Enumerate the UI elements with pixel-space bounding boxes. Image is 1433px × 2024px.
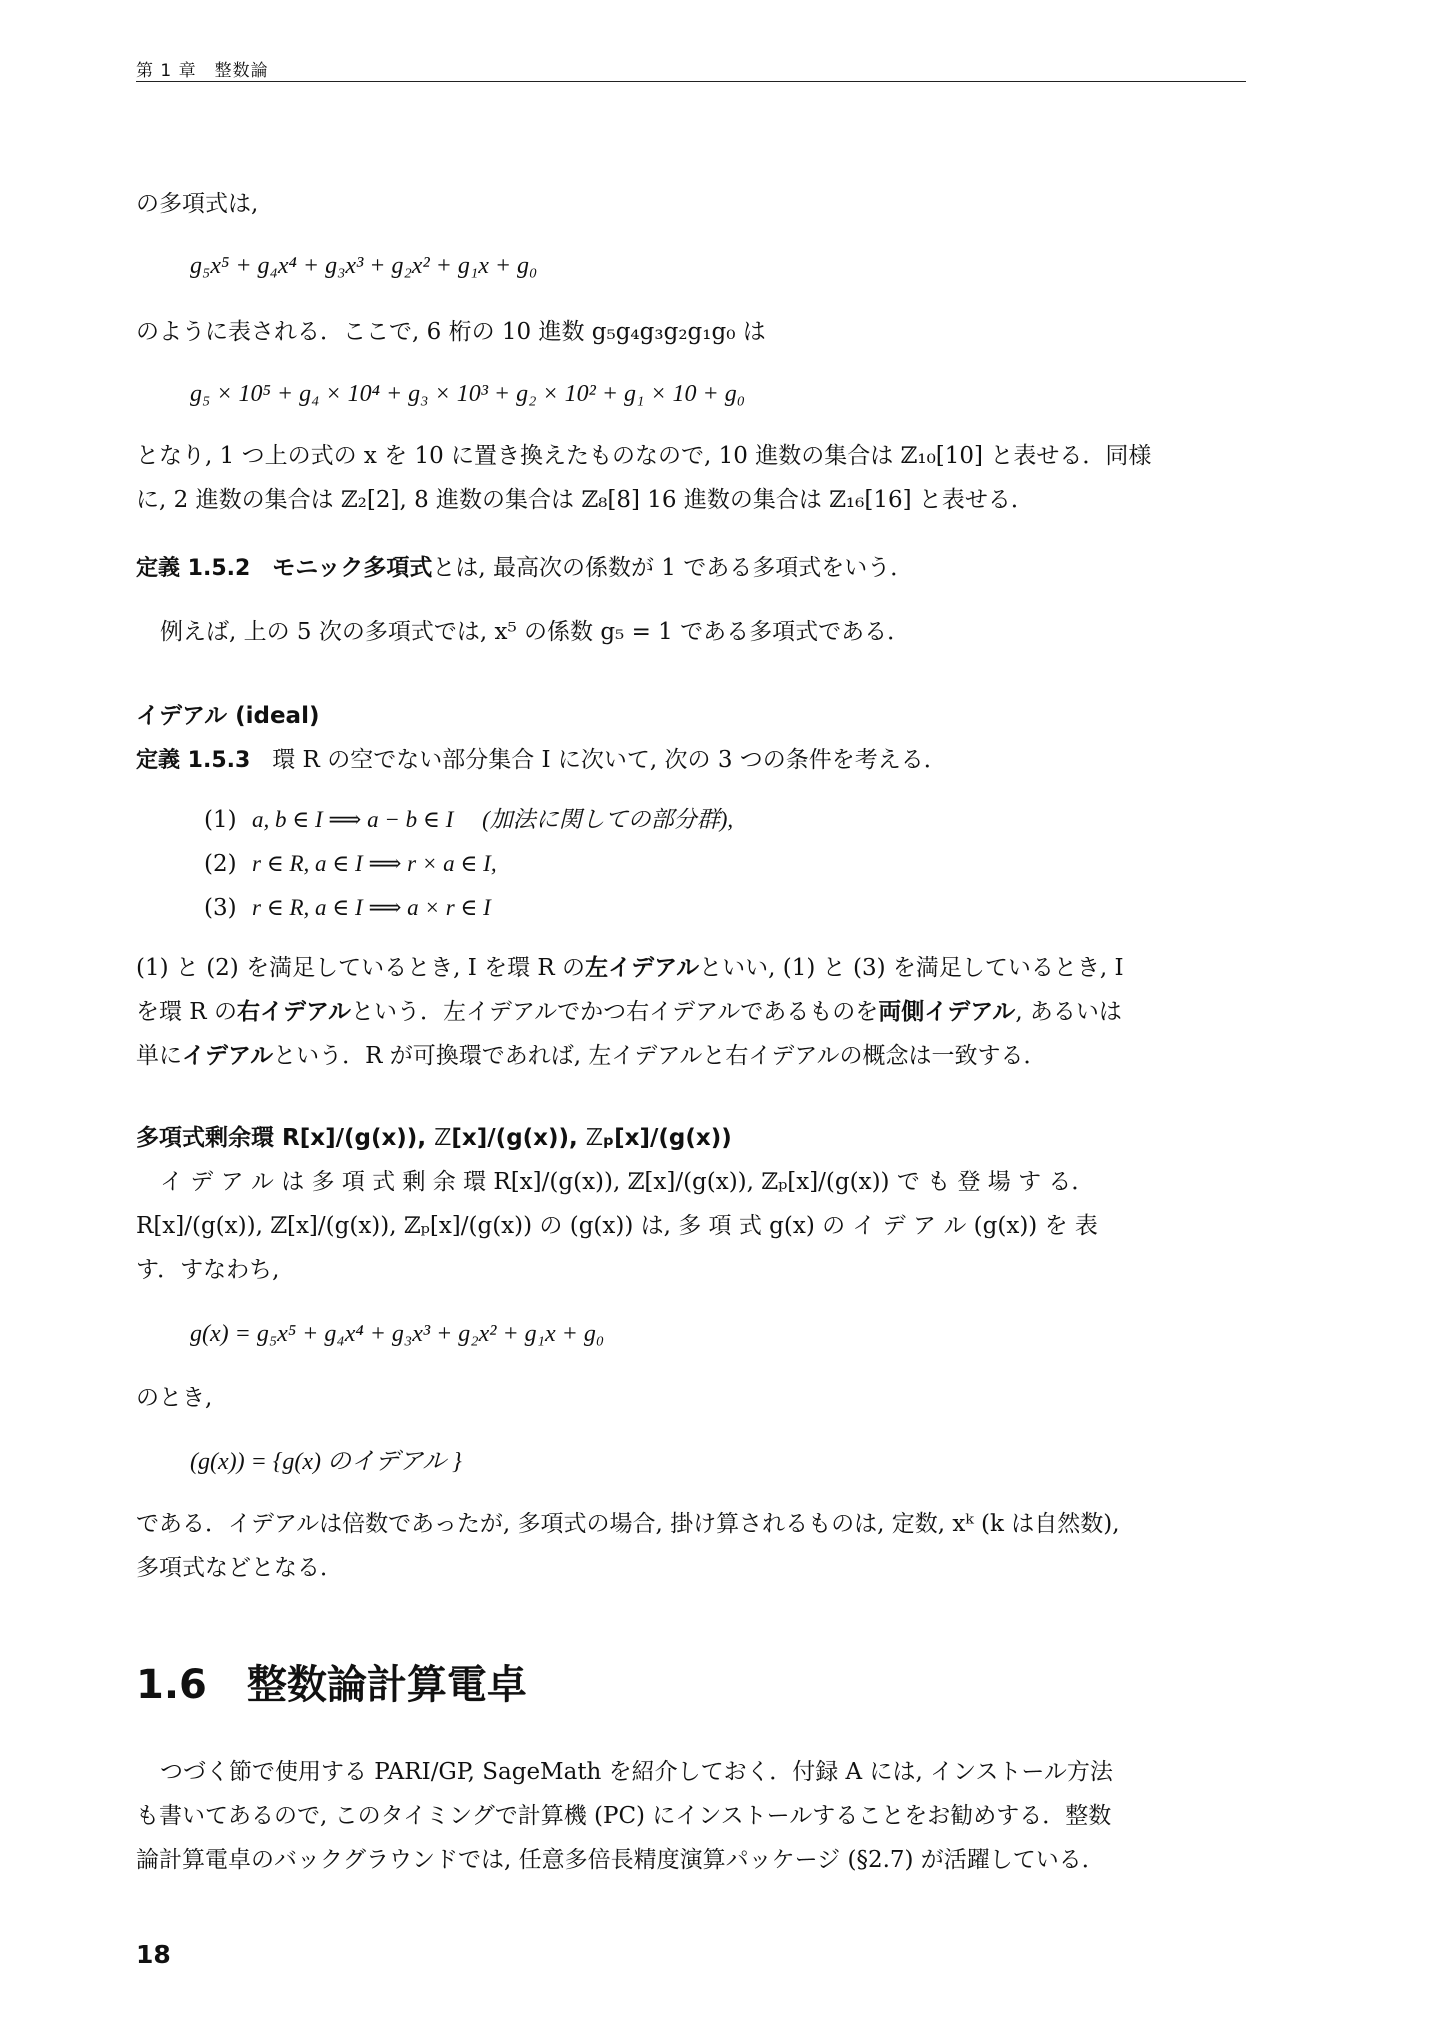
calculator-paragraph-line-1: つづく節で使用する PARI/GP, SageMath を紹介しておく．付録 A には, インストール方法 xyxy=(160,1759,1113,1785)
condition-text: r ∈ R, a ∈ I ⟹ a × r ∈ I xyxy=(252,895,491,920)
condition-number: (3) xyxy=(204,895,237,921)
page-number: 18 xyxy=(136,1940,171,1969)
text-run: 単に xyxy=(136,1043,182,1069)
definition-text: 環 R の空でない部分集合 I に次いて, 次の 3 つの条件を考える． xyxy=(272,747,947,773)
example-text: 例えば, 上の 5 次の多項式では, x⁵ の係数 g₅ = 1 である多項式である． xyxy=(160,619,911,645)
multiple-paragraph-line-2: 多項式などとなる． xyxy=(136,1555,343,1581)
condition-text: r ∈ R, a ∈ I ⟹ r × a ∈ I, xyxy=(252,851,497,876)
quotient-ring-heading: 多項式剰余環 R[x]/(g(x)), ℤ[x]/(g(x)), ℤₚ[x]/(g(x)) xyxy=(136,1125,732,1151)
equation-g-of-x: g(x) = g₅x⁵ + g₄x⁴ + g₃x³ + g₂x² + g₁x + g₀ xyxy=(190,1321,605,1347)
definition-text: とは, 最高次の係数が 1 である多項式をいう． xyxy=(432,555,914,581)
condition-number: (1) xyxy=(204,807,237,833)
text-run: という．R が可換環であれば, 左イデアルと右イデアルの概念は一致する． xyxy=(273,1043,1047,1069)
quotient-paragraph-line-3: す．すなわち, xyxy=(136,1257,280,1283)
definition-1-5-3 xyxy=(136,744,1246,777)
quotient-paragraph-line-1: イ デ ア ル は 多 項 式 剰 余 環 R[x]/(g(x)), ℤ[x]/(g(x)), ℤₚ[x]/(g(x)) で も 登 場 す る． xyxy=(160,1169,1095,1195)
when-text: のとき, xyxy=(136,1385,213,1411)
text-run: といい, (1) と (3) を満足しているとき, I xyxy=(699,955,1124,981)
definition-label: 定義 1.5.3 xyxy=(136,748,251,773)
header-rule xyxy=(136,81,1246,82)
term-two-sided-ideal: 両側イデアル xyxy=(878,999,1016,1025)
paragraph-replace-line-2: に, 2 進数の集合は ℤ₂[2], 8 進数の集合は ℤ₈[8] 16 進数の集合は ℤ₁₆[16] と表せる． xyxy=(136,487,1034,513)
text-run: を環 R の xyxy=(136,999,237,1025)
section-heading xyxy=(136,1660,527,1710)
multiple-paragraph-line-1: である．イデアルは倍数であったが, 多項式の場合, 掛け算されるものは, 定数, xᵏ (k は自然数), xyxy=(136,1511,1120,1537)
term-left-ideal: 左イデアル xyxy=(585,955,700,981)
running-header: 第 1 章 整数論 xyxy=(136,61,269,81)
intro-text: の多項式は, xyxy=(136,191,259,217)
ideal-heading: イデアル (ideal) xyxy=(136,703,320,729)
term-ideal: イデアル xyxy=(182,1043,274,1069)
quotient-paragraph-line-2: R[x]/(g(x)), ℤ[x]/(g(x)), ℤₚ[x]/(g(x)) の (g(x)) は, 多 項 式 g(x) の イ デ ア ル (g(x)) を 表 xyxy=(136,1213,1098,1239)
equation-ideal-set: (g(x)) = {g(x) のイデアル } xyxy=(190,1449,462,1475)
text-run: という．左イデアルでかつ右イデアルであるものを xyxy=(351,999,879,1025)
definition-label: 定義 1.5.2 xyxy=(136,556,251,581)
calculator-paragraph-line-3: 論計算電卓のバックグラウンドでは, 任意多倍長精度演算パッケージ (§2.7) が活躍している． xyxy=(136,1847,1105,1873)
condition-number: (2) xyxy=(204,851,237,877)
definition-1-5-2 xyxy=(136,552,1246,585)
condition-text: a, b ∈ I ⟹ a − b ∈ I (加法に関しての部分群), xyxy=(252,807,734,832)
term-right-ideal: 右イデアル xyxy=(236,999,352,1025)
section-title: 整数論計算電卓 xyxy=(246,1662,527,1708)
equation-decimal: g₅ × 10⁵ + g₄ × 10⁴ + g₃ × 10³ + g₂ × 10² + g₁ × 10 + g₀ xyxy=(190,381,746,407)
paragraph-represent: のように表される．ここで, 6 桁の 10 進数 g₅g₄g₃g₂g₁g₀ は xyxy=(136,319,766,345)
section-number: 1.6 xyxy=(136,1662,207,1708)
paragraph-replace-line-1: となり, 1 つ上の式の x を 10 に置き換えたものなので, 10 進数の集合は ℤ₁₀[10] と表せる．同様 xyxy=(136,443,1152,469)
ideal-paragraph-line-2 xyxy=(136,996,1246,1028)
text-run: (1) と (2) を満足しているとき, I を環 R の xyxy=(136,955,586,981)
ideal-paragraph-line-3 xyxy=(136,1040,1246,1072)
condition-item xyxy=(204,804,733,836)
condition-item xyxy=(204,848,497,880)
text-run: , あるいは xyxy=(1015,999,1122,1025)
definition-term: モニック多項式 xyxy=(272,555,433,581)
calculator-paragraph-line-2: も書いてあるので, このタイミングで計算機 (PC) にインストールすることをお勧めする．整数 xyxy=(136,1803,1112,1829)
equation-polynomial: g₅x⁵ + g₄x⁴ + g₃x³ + g₂x² + g₁x + g₀ xyxy=(190,253,538,279)
ideal-paragraph-line-1 xyxy=(136,952,1246,984)
condition-item xyxy=(204,892,491,924)
